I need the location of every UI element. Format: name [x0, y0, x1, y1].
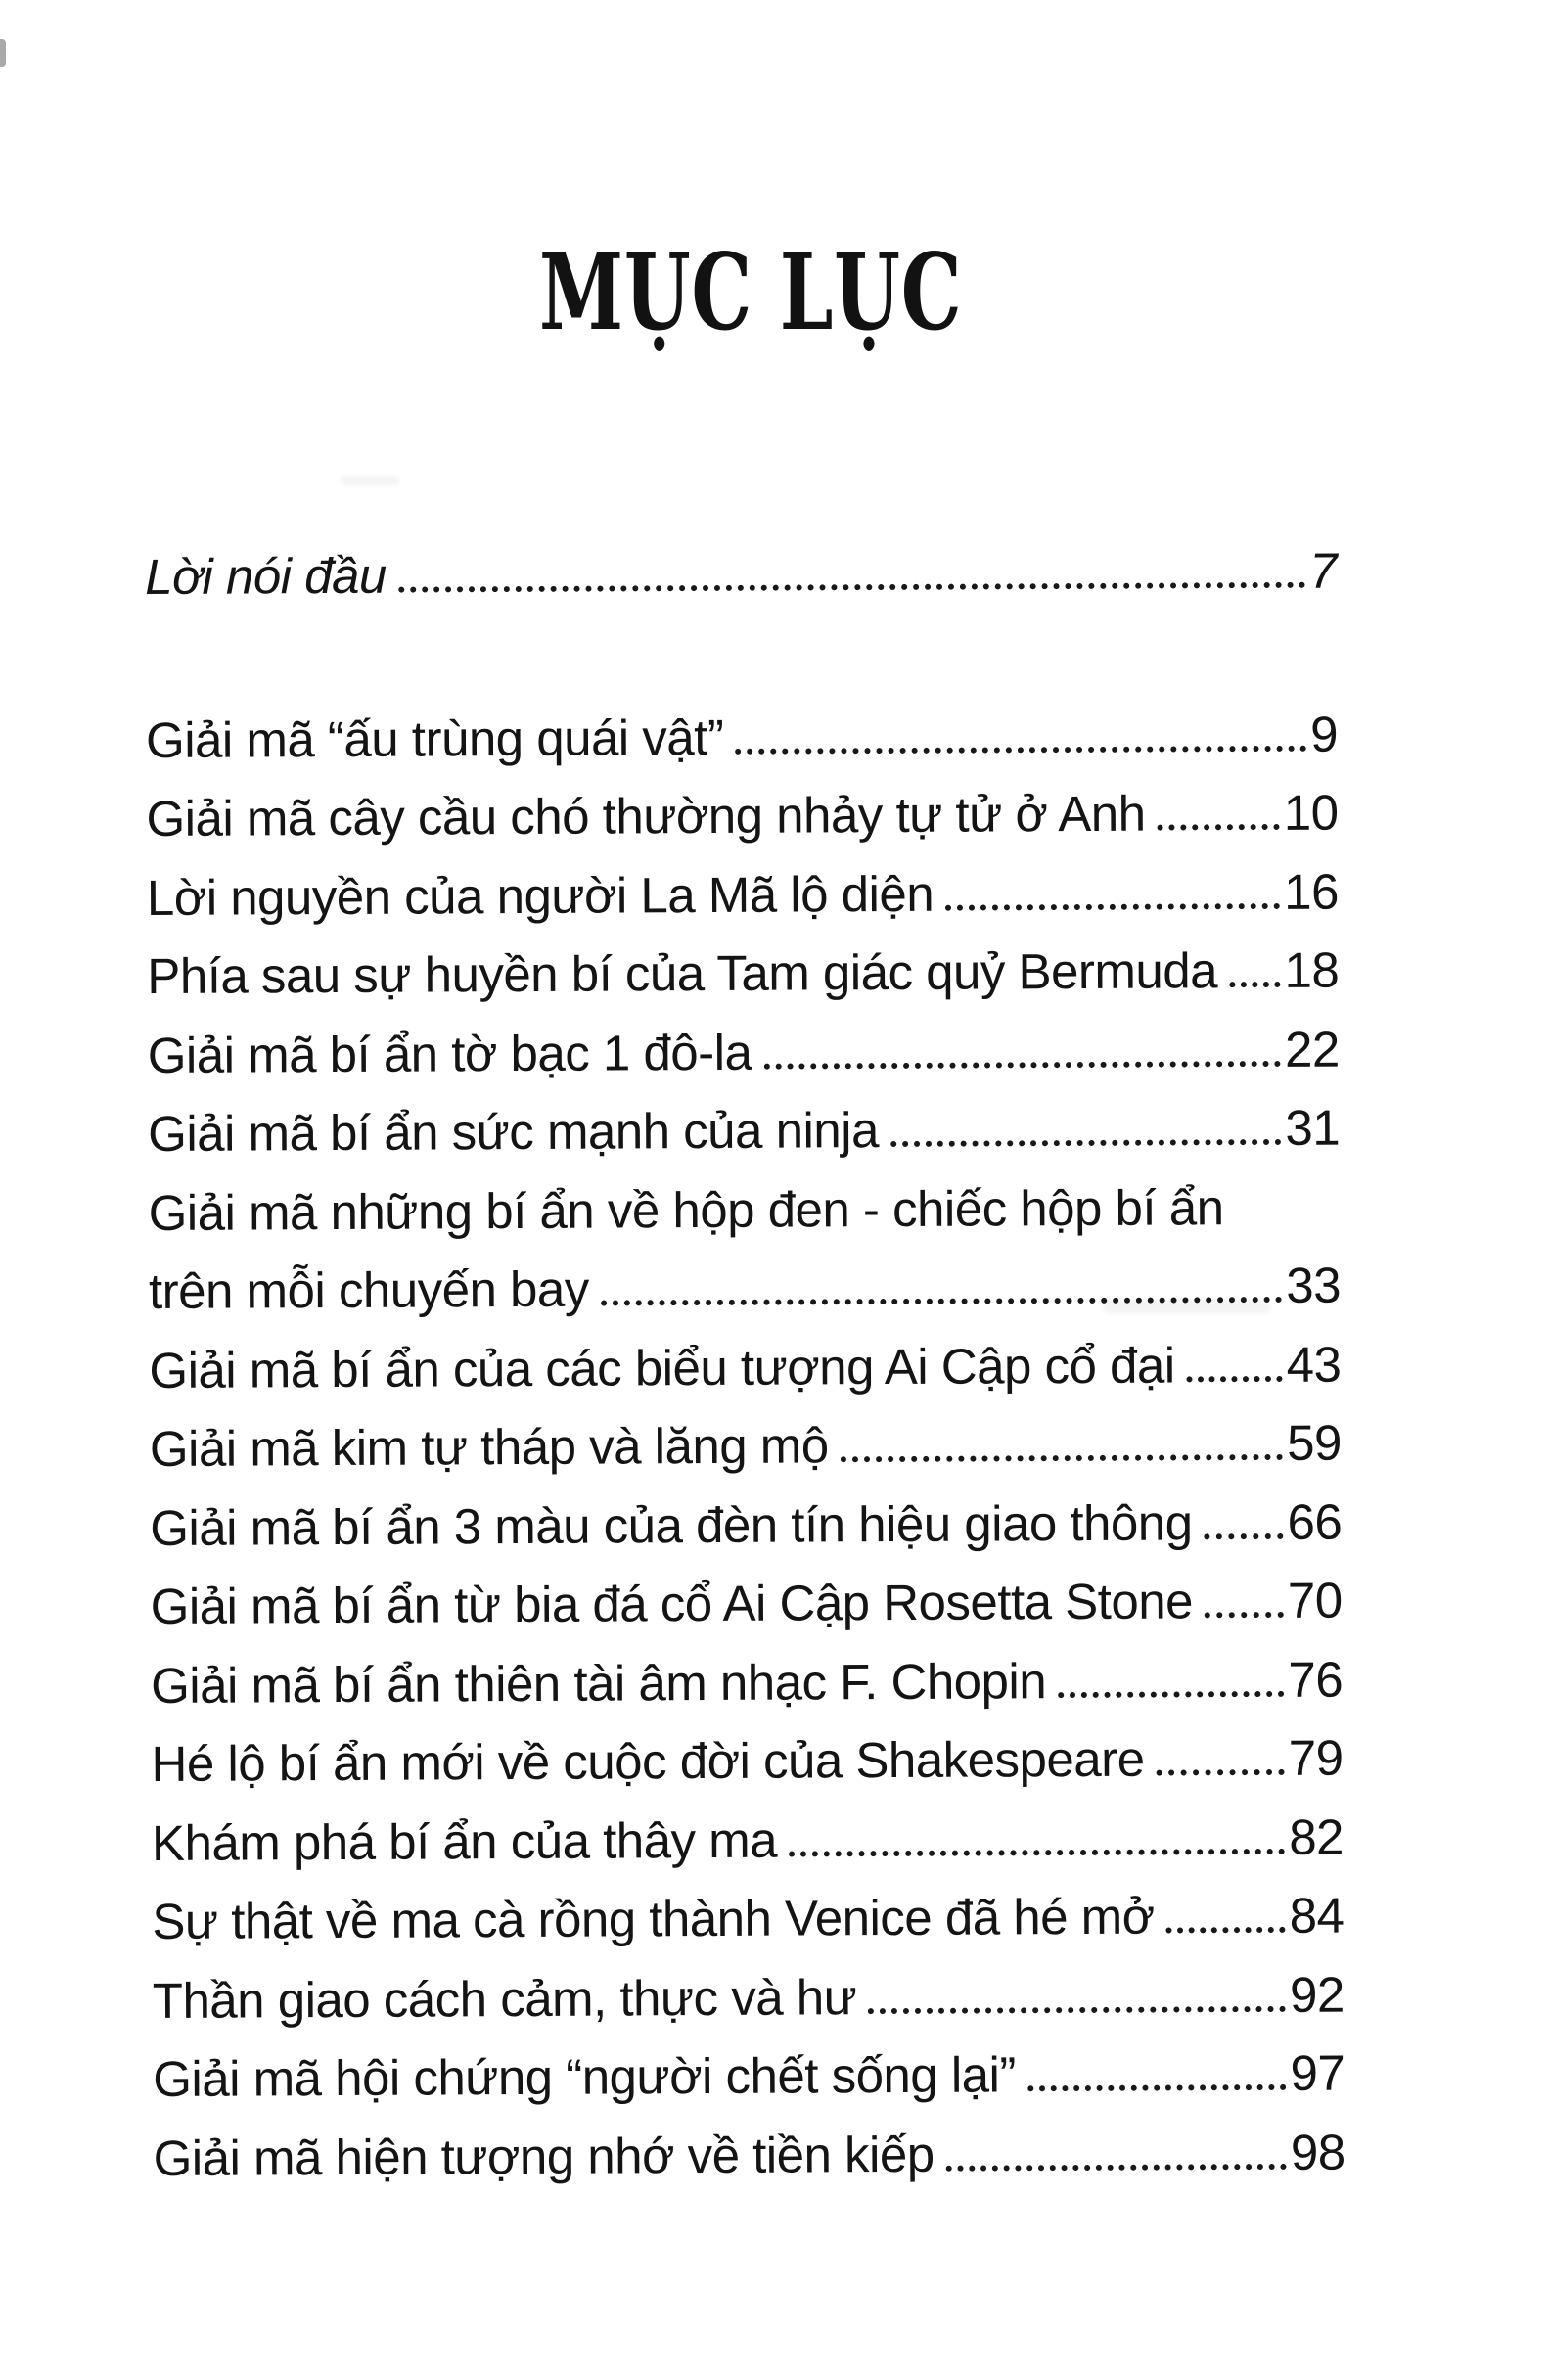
dot-leader	[1229, 982, 1281, 987]
toc-entry[interactable]	[152, 1877, 1344, 1962]
toc-entry-label: Giải mã hội chứng “người chết sống lại”	[153, 2046, 1017, 2107]
toc-entry-label: Lời nguyền của người La Mã lộ diện	[146, 865, 935, 926]
toc-entry[interactable]	[146, 695, 1338, 780]
toc-entry-page-number: 18	[1284, 941, 1340, 998]
toc-entry-label: Giải mã bí ẩn của các biểu tượng Ai Cập cổ đại	[149, 1337, 1175, 1398]
dot-leader	[735, 745, 1306, 754]
dot-leader	[1205, 1533, 1284, 1538]
toc-entry[interactable]	[153, 2035, 1345, 2120]
dot-leader	[841, 1454, 1284, 1462]
toc-entry-page-number: 10	[1283, 784, 1339, 841]
toc-entry-page-number: 70	[1287, 1572, 1343, 1628]
dot-leader	[398, 582, 1306, 593]
toc-entry[interactable]	[150, 1483, 1342, 1568]
toc-entry-page-number: 82	[1289, 1808, 1345, 1865]
page-title-text: MỤC LỤC	[538, 231, 963, 354]
toc-entry-label: Giải mã những bí ẩn về hộp đen - chiếc hộp bí ẩn	[148, 1178, 1224, 1241]
toc-entry-page-number: 7	[1309, 542, 1338, 599]
toc-entry-label: Khám phá bí ẩn của thây ma	[151, 1811, 778, 1871]
dot-leader	[946, 2163, 1287, 2171]
toc-entry-page-number: 59	[1286, 1414, 1343, 1471]
toc-entry[interactable]	[153, 2113, 1345, 2198]
toc-entry-label: Phía sau sự huyền bí của Tam giác quỷ Bermuda	[147, 942, 1218, 1004]
dot-leader	[890, 1139, 1282, 1147]
toc-entry[interactable]	[147, 852, 1339, 938]
toc-entry[interactable]	[151, 1640, 1343, 1725]
toc-entry-page-number: 76	[1288, 1651, 1344, 1708]
toc-entry-page-number: 92	[1289, 1966, 1345, 2023]
toc-entry[interactable]	[150, 1404, 1342, 1489]
toc-entry[interactable]	[146, 774, 1338, 859]
toc-entry-page-number: 84	[1289, 1887, 1345, 1944]
toc-entry-label: Giải mã “ấu trùng quái vật”	[145, 709, 724, 768]
toc-entry-label: Lời nói đầu	[145, 547, 387, 605]
dot-leader	[1166, 1927, 1286, 1934]
toc-entry-page-number: 16	[1284, 863, 1340, 920]
toc-entry[interactable]	[148, 1089, 1340, 1174]
toc-entry-label: Giải mã bí ẩn 3 màu của đèn tín hiệu giao thông	[150, 1493, 1193, 1556]
dot-leader	[763, 1060, 1281, 1069]
toc-entry-label: Giải mã bí ẩn từ bia đá cổ Ai Cập Rosetta Stone	[150, 1573, 1194, 1634]
toc-entry-page-number: 97	[1290, 2044, 1345, 2101]
toc-entry-label: Giải mã hiện tượng nhớ về tiền kiếp	[153, 2126, 935, 2186]
toc-entry-preface[interactable]	[145, 532, 1337, 618]
toc-entry[interactable]	[148, 1010, 1340, 1095]
dot-leader	[1027, 2084, 1287, 2091]
toc-entry[interactable]	[149, 1325, 1341, 1410]
toc-entry-page-number: 79	[1288, 1729, 1344, 1786]
dot-leader	[789, 1848, 1285, 1856]
toc-entry-page-number: 43	[1286, 1336, 1342, 1393]
toc-entry[interactable]	[152, 1798, 1344, 1883]
toc-entry[interactable]	[151, 1719, 1343, 1805]
toc-entry-label: Giải mã bí ẩn sức mạnh của ninja	[148, 1102, 880, 1162]
dot-leader	[1205, 1612, 1284, 1618]
dot-leader	[1158, 824, 1280, 831]
dot-leader	[1058, 1690, 1284, 1697]
toc-entry-page-number: 98	[1290, 2124, 1345, 2180]
table-of-contents	[145, 532, 1345, 2198]
dot-leader	[601, 1297, 1283, 1306]
toc-entries	[146, 695, 1345, 2198]
toc-entry[interactable]	[148, 1167, 1340, 1253]
toc-entry-label: Giải mã bí ẩn thiên tài âm nhạc F. Chopin	[150, 1652, 1047, 1714]
toc-entry-label: Giải mã kim tự tháp và lăng mộ	[149, 1417, 829, 1477]
page-title	[0, 231, 1550, 354]
dot-leader	[1157, 1769, 1285, 1776]
toc-entry-label: Giải mã bí ẩn tờ bạc 1 đô-la	[147, 1024, 752, 1083]
toc-entry-label: trên mỗi chuyến bay	[148, 1260, 589, 1319]
scan-edge-artifact	[0, 39, 6, 67]
toc-entry-page-number: 9	[1310, 706, 1339, 762]
dot-leader	[945, 902, 1280, 910]
toc-entry-page-number: 22	[1284, 1021, 1340, 1077]
dot-leader	[1187, 1375, 1283, 1382]
toc-entry-label: Sự thật về ma cà rồng thành Venice đã hé mở	[152, 1888, 1155, 1949]
toc-entry[interactable]	[153, 1955, 1345, 2040]
toc-entry-page-number: 33	[1286, 1257, 1342, 1313]
toc-entry[interactable]	[149, 1247, 1341, 1332]
toc-entry[interactable]	[151, 1562, 1343, 1647]
toc-entry-page-number: 66	[1287, 1493, 1343, 1550]
toc-entry-page-number: 31	[1285, 1099, 1341, 1156]
dot-leader	[868, 2005, 1286, 2013]
toc-entry-label: Giải mã cây cầu chó thường nhảy tự tử ở Anh	[146, 785, 1146, 847]
toc-entry-label: Hé lộ bí ẩn mới về cuộc đời của Shakespeare	[151, 1730, 1145, 1792]
scan-smudge	[341, 476, 399, 485]
toc-entry[interactable]	[147, 932, 1339, 1017]
toc-entry-label: Thần giao cách cảm, thực và hư	[152, 1968, 857, 2029]
